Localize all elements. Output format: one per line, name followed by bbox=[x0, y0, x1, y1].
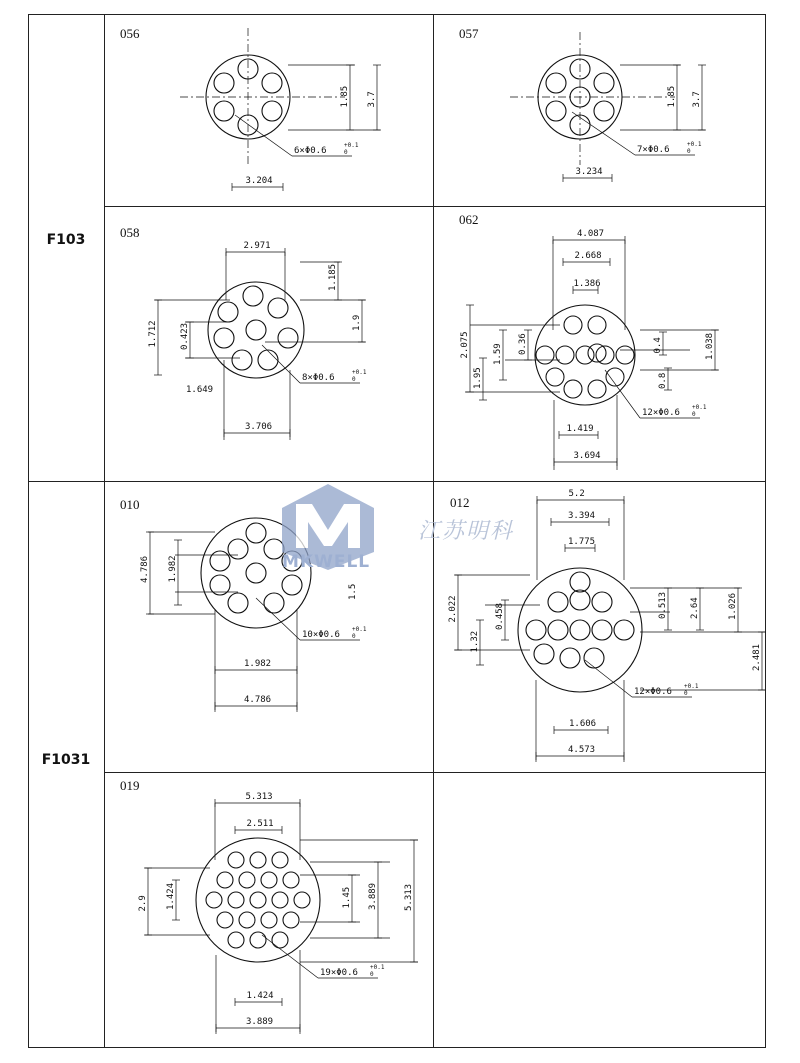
hole-spec-label: 6×Φ0.6 bbox=[294, 146, 327, 156]
hole bbox=[214, 328, 234, 348]
hole bbox=[616, 346, 634, 364]
tolerance-upper: +0.1 bbox=[352, 626, 367, 633]
hole-spec-label: 10×Φ0.6 bbox=[302, 630, 340, 640]
hole-spec-label: 12×Φ0.6 bbox=[634, 687, 672, 697]
hole bbox=[564, 380, 582, 398]
dim-label: 2.022 bbox=[448, 595, 458, 623]
group-label-f1031: F1031 bbox=[41, 752, 91, 768]
dim-label: 1.424 bbox=[166, 882, 176, 910]
dim-label: 1.386 bbox=[573, 279, 601, 289]
hole bbox=[588, 316, 606, 334]
leader-line bbox=[572, 112, 635, 155]
hole bbox=[556, 346, 574, 364]
dim-label: 1.419 bbox=[566, 424, 594, 434]
tube-outline bbox=[518, 568, 642, 692]
hole bbox=[217, 872, 233, 888]
cell-id: 057 bbox=[459, 26, 479, 41]
hole bbox=[250, 892, 266, 908]
hole bbox=[282, 575, 302, 595]
dim-label: 1.85 bbox=[340, 85, 350, 108]
tolerance-upper: +0.1 bbox=[684, 683, 699, 690]
dim-label: 1.775 bbox=[568, 537, 596, 547]
hole bbox=[560, 648, 580, 668]
hole bbox=[262, 73, 282, 93]
dim-label: 1.424 bbox=[246, 991, 274, 1001]
hole bbox=[526, 620, 546, 640]
hole bbox=[283, 872, 299, 888]
cell-id: 019 bbox=[120, 778, 140, 793]
dim-label: 2.075 bbox=[460, 331, 470, 359]
hole bbox=[246, 320, 266, 340]
dim-label: 3.234 bbox=[575, 167, 603, 177]
dim-label: 3.694 bbox=[573, 451, 601, 461]
cell-id: 062 bbox=[459, 212, 479, 227]
hole bbox=[261, 912, 277, 928]
hole bbox=[594, 101, 614, 121]
dim-label: 0.8 bbox=[658, 372, 668, 389]
hole bbox=[272, 852, 288, 868]
dim-label: 4.573 bbox=[568, 745, 596, 755]
hole bbox=[272, 892, 288, 908]
dim-label: 1.712 bbox=[148, 320, 158, 348]
tolerance-upper: +0.1 bbox=[687, 141, 702, 148]
hole bbox=[214, 73, 234, 93]
dim-label: 4.786 bbox=[244, 695, 272, 705]
hole bbox=[239, 912, 255, 928]
cell-id: 010 bbox=[120, 497, 140, 512]
dim-label: 0.4 bbox=[653, 337, 663, 354]
cell-id: 056 bbox=[120, 26, 140, 41]
hole bbox=[214, 101, 234, 121]
tube-outline bbox=[196, 838, 320, 962]
hole bbox=[228, 852, 244, 868]
hole bbox=[268, 298, 288, 318]
dim-label: 1.85 bbox=[667, 85, 677, 108]
tolerance-lower: 0 bbox=[684, 690, 688, 697]
group-label-f103: F103 bbox=[46, 232, 86, 248]
dim-label: 4.087 bbox=[577, 229, 605, 239]
watermark-chinese: 江苏明科 bbox=[418, 519, 515, 544]
dim-label: 2.668 bbox=[574, 251, 602, 261]
hole bbox=[243, 286, 263, 306]
dim-label: 1.32 bbox=[470, 630, 480, 653]
hole bbox=[218, 302, 238, 322]
watermark-brand: MKWELL bbox=[282, 552, 371, 572]
leader-line bbox=[256, 598, 300, 640]
hole bbox=[592, 592, 612, 612]
hole bbox=[217, 912, 233, 928]
hole bbox=[534, 644, 554, 664]
hole bbox=[228, 932, 244, 948]
hole bbox=[584, 648, 604, 668]
hole bbox=[592, 620, 612, 640]
hole bbox=[548, 592, 568, 612]
hole bbox=[576, 346, 594, 364]
dim-label: 3.7 bbox=[367, 91, 377, 108]
dim-label: 2.64 bbox=[690, 597, 700, 619]
hole bbox=[546, 73, 566, 93]
tolerance-lower: 0 bbox=[352, 633, 356, 640]
dim-label: 3.889 bbox=[246, 1017, 274, 1027]
dim-label: 1.982 bbox=[244, 659, 272, 669]
dim-label: 0.423 bbox=[180, 322, 190, 350]
hole bbox=[210, 551, 230, 571]
dim-label: 3.889 bbox=[368, 882, 378, 910]
hole bbox=[258, 350, 278, 370]
hole bbox=[228, 593, 248, 613]
cell-id: 058 bbox=[120, 225, 140, 240]
hole-spec-label: 19×Φ0.6 bbox=[320, 968, 358, 978]
dim-label: 5.313 bbox=[404, 883, 414, 911]
leader-line bbox=[235, 115, 292, 156]
dim-label: 1.982 bbox=[168, 555, 178, 583]
hole bbox=[246, 523, 266, 543]
dim-label: 1.185 bbox=[328, 263, 338, 291]
dim-label: 2.481 bbox=[752, 643, 762, 671]
leader-line bbox=[262, 345, 300, 383]
hole bbox=[594, 73, 614, 93]
dim-label: 1.026 bbox=[728, 592, 738, 620]
hole bbox=[246, 563, 266, 583]
hole bbox=[239, 872, 255, 888]
tolerance-upper: +0.1 bbox=[692, 404, 707, 411]
tolerance-upper: +0.1 bbox=[352, 369, 367, 376]
leader-line bbox=[585, 660, 632, 697]
dim-label: 2.971 bbox=[243, 241, 271, 251]
hole bbox=[250, 932, 266, 948]
tube-outline bbox=[208, 282, 304, 378]
dim-label: 3.706 bbox=[245, 422, 273, 432]
dim-label: 1.649 bbox=[186, 385, 214, 395]
hole bbox=[262, 101, 282, 121]
hole bbox=[548, 620, 568, 640]
dim-label: 1.45 bbox=[342, 886, 352, 909]
dim-label: 1.95 bbox=[473, 367, 483, 389]
dim-label: 4.786 bbox=[140, 555, 150, 583]
dim-label: 2.511 bbox=[246, 819, 274, 829]
cell-id: 012 bbox=[450, 495, 470, 510]
tolerance-lower: 0 bbox=[687, 148, 691, 155]
tolerance-lower: 0 bbox=[692, 411, 696, 418]
dim-label: 1.5 bbox=[348, 583, 358, 600]
dim-label: 5.313 bbox=[245, 792, 273, 802]
hole bbox=[570, 572, 590, 592]
dim-label: 3.394 bbox=[568, 511, 596, 521]
hole bbox=[272, 932, 288, 948]
hole bbox=[588, 380, 606, 398]
dim-label: 5.2 bbox=[568, 489, 585, 499]
hole bbox=[261, 872, 277, 888]
hole bbox=[294, 892, 310, 908]
tolerance-lower: 0 bbox=[370, 971, 374, 978]
tolerance-lower: 0 bbox=[344, 149, 348, 156]
hole bbox=[228, 539, 248, 559]
dim-label: 3.204 bbox=[245, 176, 273, 186]
leader-line bbox=[605, 370, 640, 418]
dim-label: 0.458 bbox=[495, 602, 505, 630]
hole bbox=[546, 101, 566, 121]
hole-spec-label: 8×Φ0.6 bbox=[302, 373, 335, 383]
tolerance-upper: +0.1 bbox=[344, 142, 359, 149]
dim-label: 3.7 bbox=[692, 91, 702, 108]
hole bbox=[250, 852, 266, 868]
hole bbox=[232, 350, 252, 370]
dim-label: 1.9 bbox=[352, 314, 362, 331]
hole bbox=[570, 620, 590, 640]
hole bbox=[278, 328, 298, 348]
hole bbox=[283, 912, 299, 928]
leader-line bbox=[262, 935, 318, 978]
hole bbox=[264, 593, 284, 613]
dim-label: 2.9 bbox=[138, 895, 148, 912]
dim-label: 0.36 bbox=[518, 333, 528, 355]
dim-label: 1.038 bbox=[705, 332, 715, 360]
dim-label: 1.606 bbox=[569, 719, 597, 729]
hole bbox=[206, 892, 222, 908]
hole bbox=[546, 368, 564, 386]
hole bbox=[570, 590, 590, 610]
hole-spec-label: 7×Φ0.6 bbox=[637, 145, 670, 155]
tolerance-upper: +0.1 bbox=[370, 964, 385, 971]
hole bbox=[536, 346, 554, 364]
dim-label: 1.59 bbox=[493, 343, 503, 365]
tolerance-lower: 0 bbox=[352, 376, 356, 383]
dim-label: 0.513 bbox=[658, 591, 668, 619]
hole bbox=[564, 316, 582, 334]
hole bbox=[228, 892, 244, 908]
hole bbox=[614, 620, 634, 640]
hole-spec-label: 12×Φ0.6 bbox=[642, 408, 680, 418]
